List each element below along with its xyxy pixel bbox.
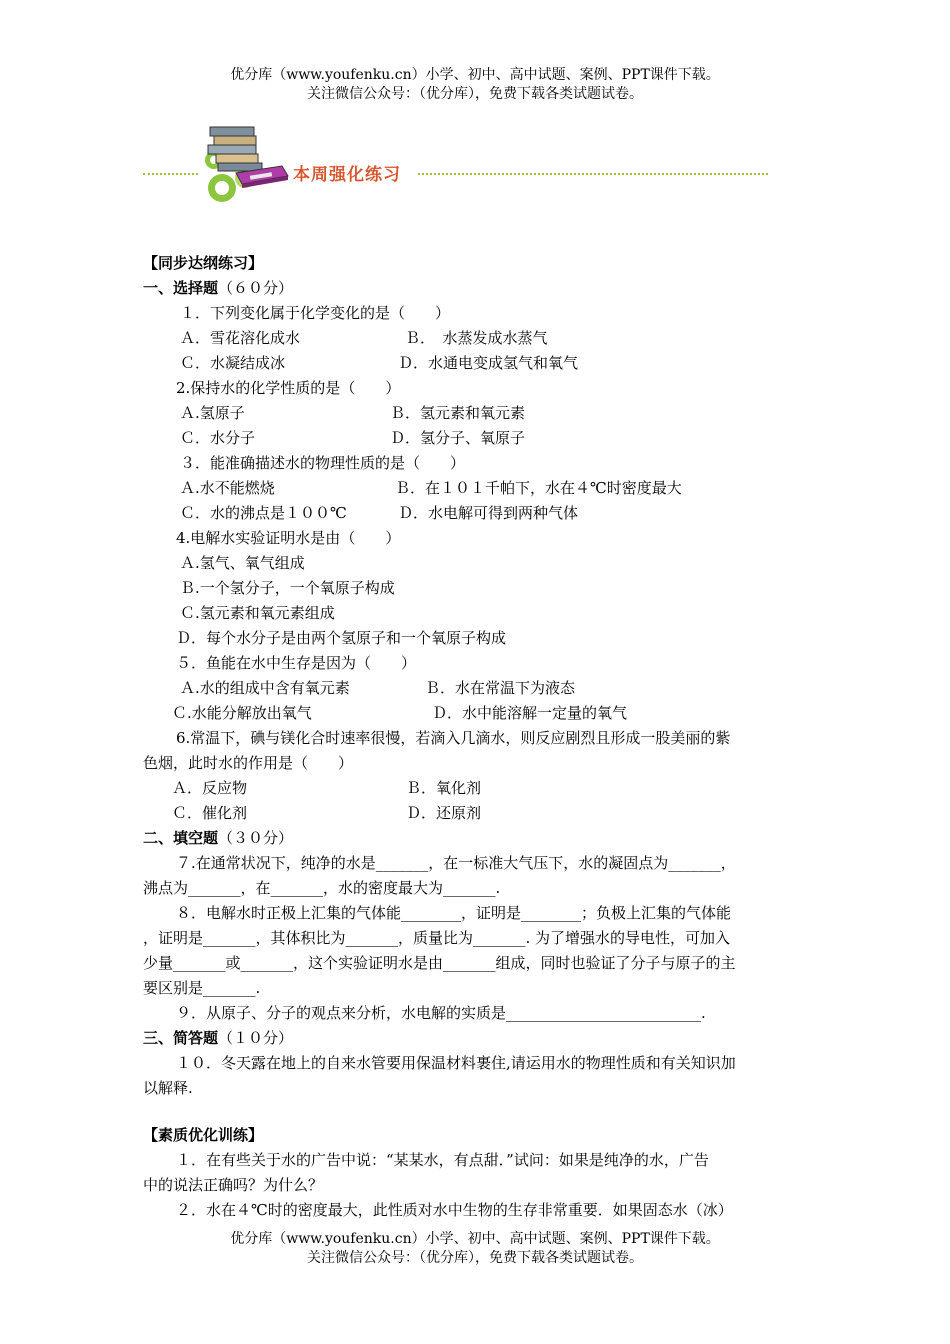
q1-option-c: Ｃ．水凝结成冰: [180, 354, 286, 372]
header-line-2: 关注微信公众号：（优分库），免费下载各类试题试卷。: [307, 86, 643, 102]
banner-right-dotted-line: [418, 173, 768, 175]
part3-title: 三、简答题: [143, 1029, 219, 1047]
question-1: １．下列变化属于化学变化的是（ ）: [180, 304, 451, 322]
q4-option-c: Ｃ.氢元素和氧元素组成: [180, 604, 335, 622]
part3-heading: [143, 1028, 293, 1048]
question-6-line-1: 6.常温下，碘与镁化合时速率很慢，若滴入几滴水，则反应剧烈且形成一股美丽的紫: [176, 729, 731, 747]
q5-option-c: Ｃ.水能分解放出氧气: [172, 704, 312, 722]
q3-option-c: Ｃ．水的沸点是１００℃: [180, 504, 347, 522]
question-10-line-1: １０．冬天露在地上的自来水管要用保温材料裹住,请运用水的物理性质和有关知识加: [176, 1054, 736, 1072]
section-heading-sync: 【同步达纲练习】: [143, 254, 264, 272]
footer-line-1: 优分库（www.youfenku.cn）小学、初中、高中试题、案例、PPT课件下载。: [230, 1231, 720, 1247]
problem-1-line-1: １．在有些关于水的广告中说：“某某水，有点甜．”试问：如果是纯净的水，广告: [176, 1151, 709, 1169]
question-9: ９．从原子、分子的观点来分析，水电解的实质是__________________________.: [176, 1004, 706, 1022]
q4-option-d: Ｄ．每个水分子是由两个氢原子和一个氧原子构成: [176, 629, 507, 647]
q2-option-a: Ａ.氢原子: [180, 404, 245, 422]
question-2: 2.保持水的化学性质的是（ ）: [176, 379, 401, 397]
q5-option-a: Ａ.水的组成中含有氧元素: [180, 679, 350, 697]
q1-option-d: Ｄ．水通电变成氢气和氧气: [398, 354, 579, 372]
q2-option-d: Ｄ．氢分子、氧原子: [390, 429, 526, 447]
books-stack-icon: [198, 118, 290, 210]
question-4: 4.电解水实验证明水是由（ ）: [176, 529, 401, 547]
part2-score: （３０分）: [218, 829, 294, 847]
question-7-line-2: 沸点为_______，在_______，水的密度最大为_______.: [143, 879, 501, 897]
banner-title: 本周强化练习: [293, 165, 401, 185]
q1-option-b: Ｂ． 水蒸发成水蒸气: [405, 329, 548, 347]
part1-score: （６０分）: [218, 279, 294, 297]
q6-option-a: Ａ．反应物: [172, 779, 248, 797]
q3-option-b: Ｂ．在１０１千帕下，水在４℃时密度最大: [395, 479, 682, 497]
q1-option-a: Ａ．雪花溶化成水: [180, 329, 301, 347]
question-6-line-2: 色烟，此时水的作用是（ ）: [143, 754, 354, 772]
q2-option-c: Ｃ．水分子: [180, 429, 256, 447]
q3-option-a: Ａ.水不能燃烧: [180, 479, 275, 497]
question-5: ５．鱼能在水中生存是因为（ ）: [176, 654, 417, 672]
part2-heading: [143, 828, 293, 848]
question-3: ３．能准确描述水的物理性质的是（ ）: [180, 454, 466, 472]
header-line-1: 优分库（www.youfenku.cn）小学、初中、高中试题、案例、PPT课件下载。: [230, 67, 720, 83]
question-7-line-1: ７.在通常状况下，纯净的水是_______，在一标准大气压下，水的凝固点为_______，: [176, 854, 736, 872]
part2-title: 二、填空题: [143, 829, 219, 847]
part1-heading: [143, 278, 293, 298]
q5-option-d: Ｄ．水中能溶解一定量的氧气: [432, 704, 628, 722]
q5-option-b: Ｂ．水在常温下为液态: [425, 679, 576, 697]
q6-option-b: Ｂ．氧化剂: [406, 779, 482, 797]
question-8-line-3: 少量_______或_______，这个实验证明水是由_______组成，同时也验证了分子与原子的主: [143, 954, 736, 972]
q6-option-d: Ｄ．还原剂: [406, 804, 482, 822]
part3-score: （１０分）: [218, 1029, 294, 1047]
problem-2-line-1: ２．水在４℃时的密度最大，此性质对水中生物的生存非常重要．如果固态水（冰）: [176, 1201, 733, 1219]
part1-title: 一、选择题: [143, 279, 219, 297]
q6-option-c: Ｃ．催化剂: [172, 804, 248, 822]
banner-left-dotted-line: [143, 173, 198, 175]
footer-line-2: 关注微信公众号：（优分库），免费下载各类试题试卷。: [307, 1250, 643, 1266]
problem-1-line-2: 中的说法正确吗？为什么？: [143, 1176, 324, 1194]
question-10-line-2: 以解释.: [143, 1079, 193, 1097]
q4-option-b: Ｂ.一个氢分子，一个氧原子构成: [180, 579, 395, 597]
q3-option-d: Ｄ．水电解可得到两种气体: [398, 504, 579, 522]
question-8-line-1: ８．电解水时正极上汇集的气体能________，证明是________；负极上汇集的气体能: [176, 904, 732, 922]
q2-option-b: Ｂ．氢元素和氧元素: [390, 404, 526, 422]
section-heading-quality: 【素质优化训练】: [143, 1126, 264, 1144]
question-8-line-4: 要区别是_______.: [143, 979, 261, 997]
q4-option-a: Ａ.氢气、氧气组成: [180, 554, 305, 572]
question-8-line-2: ，证明是_______，其体积比为_______，质量比为_______. 为了增强水的导电性，可加入: [143, 929, 731, 947]
